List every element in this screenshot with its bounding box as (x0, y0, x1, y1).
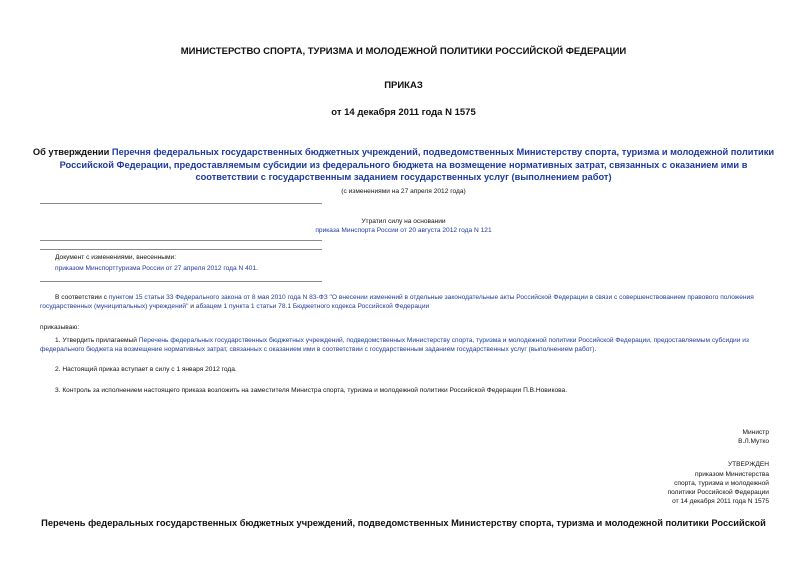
approved-heading: УТВЕРЖДЕН (727, 461, 769, 468)
preamble-budget-code-link[interactable]: абзацем 1 пункта 1 статьи 78.1 Бюджетного кодекса Российской Федерации (195, 303, 430, 310)
order-word: приказываю: (40, 324, 80, 331)
approved-line: спорта, туризма и молодежной (674, 480, 769, 487)
title-prefix: Об утверждении (32, 147, 112, 157)
divider-line (40, 281, 322, 282)
changes-suffix: . (256, 265, 258, 272)
doc-type-heading: ПРИКАЗ (384, 80, 423, 91)
divider-line (40, 240, 322, 241)
signature-position: Министр (742, 429, 769, 436)
order-item-2: 2. Настоящий приказ вступает в силу с 1 января 2012 года. (55, 366, 237, 373)
preamble-text: В соответствии с (55, 294, 109, 301)
item-text: 1. Утвердить прилагаемый (55, 337, 139, 344)
order-item-1 (40, 336, 773, 354)
preamble-paragraph (40, 293, 773, 311)
approved-line: приказом Министерства (694, 471, 769, 478)
changes-link[interactable]: приказом Минспорттуризма России от 27 апреля 2012 года N 401 (55, 265, 257, 272)
changes-label: Документ с изменениями, внесенными: (55, 254, 177, 261)
amendment-note: (с изменениями на 27 апреля 2012 года) (341, 188, 466, 195)
preamble-text: и (188, 303, 196, 310)
changes-line (55, 265, 258, 274)
title-link[interactable]: Перечня федеральных государственных бюджетных учреждений, подведомственных Министерству спорта, туризма и молодежной политики Российской Федерации, предоставляемым субсидии из федерального бюджета на возмещение нормативных затрат, связанных с оказанием ими в соответствии с государственным заданием государственных услуг (выполнением работ) (59, 147, 775, 182)
order-item-3: 3. Контроль за исполнением настоящего приказа возложить на заместителя Министра спорта, туризма и молодежной политики Российской Федерации П.В.Новикова. (55, 387, 568, 394)
approved-line: от 14 декабря 2011 года N 1575 (672, 498, 769, 505)
approved-line: политики Российской Федерации (667, 489, 769, 496)
item1-list-link[interactable]: Перечень федеральных государственных бюджетных учреждений, подведомственных Министерству спорта, туризма и молодежной политики Российской Федерации, предоставляемым субсидии из федерального бюджета на возмещение нормативных затрат, связанных с оказанием ими в соответствии с государственным заданием государственных услуг (выполнением работ) (40, 337, 749, 353)
document-title (30, 146, 777, 184)
signature-name: В.Л.Мутко (738, 438, 769, 445)
ministry-heading: МИНИСТЕРСТВО СПОРТА, ТУРИЗМА И МОЛОДЕЖНОЙ ПОЛИТИКИ РОССИЙСКОЙ ФЕДЕРАЦИИ (180, 46, 627, 57)
expired-link[interactable]: приказа Минспорта России от 20 августа 2012 года N 121 (315, 227, 492, 234)
item-text: . (594, 346, 597, 353)
divider-line (40, 203, 322, 204)
doc-date-number: от 14 декабря 2011 года N 1575 (331, 107, 476, 118)
list-title: Перечень федеральных государственных бюджетных учреждений, подведомственных Министерству спорта, туризма и молодежной политики Российской (41, 518, 766, 528)
divider-line (40, 249, 322, 250)
expired-notice: Утратил силу на основании (361, 218, 446, 225)
preamble-law-link[interactable]: пунктом 15 статьи 33 Федерального закона от 8 мая 2010 года N 83-ФЗ "О внесении изменений в отдельные законодательные акты Российской Федерации в связи с совершенствованием правового положения государственных (муниципальных) учреждений" (40, 294, 754, 310)
